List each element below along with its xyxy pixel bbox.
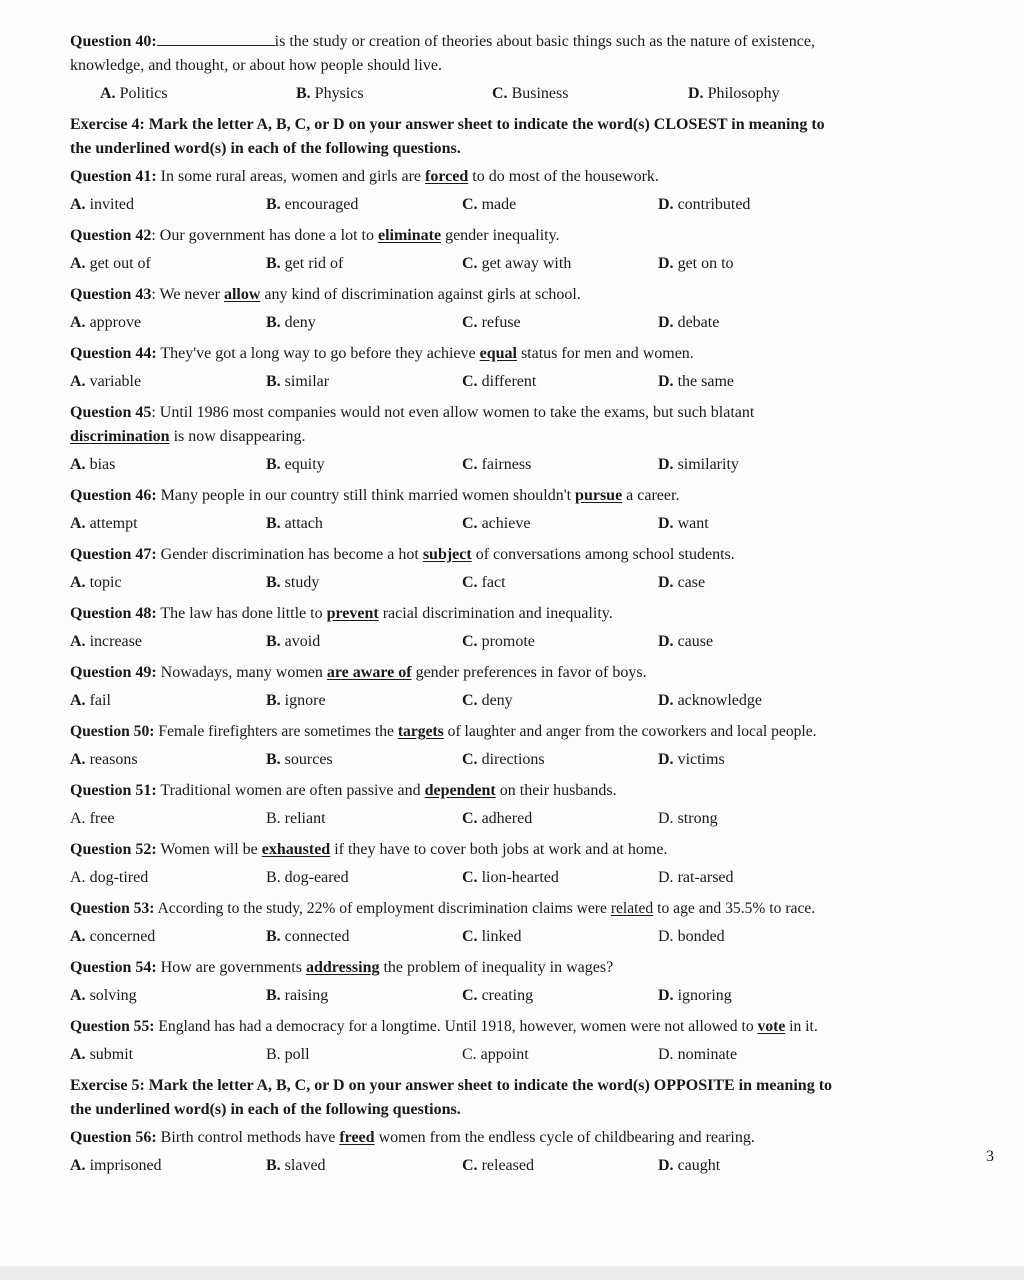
underlined-word: addressing	[305, 959, 380, 976]
option-b[interactable]: B. avoid	[266, 633, 321, 650]
option-c[interactable]: C. refuse	[462, 314, 521, 331]
option-c[interactable]: C. get away with	[462, 255, 572, 272]
option-d[interactable]: D. nominate	[658, 1046, 738, 1063]
option-d[interactable]: D. get on to	[658, 255, 734, 272]
option-a[interactable]: A. concerned	[70, 928, 156, 945]
exercise-4-heading: Exercise 4: Mark the letter A, B, C, or D on your answer sheet to indicate the word(s) CLOSEST in meaning to the underlined word(s) in each of the following questions.	[70, 116, 825, 157]
question-text-cont: knowledge, and thought, or about how people should live.	[70, 57, 442, 74]
option-b[interactable]: B. attach	[266, 515, 323, 532]
option-d[interactable]: D. want	[658, 515, 709, 532]
question-54: Question 54: How are governments addressing the problem of inequality in wages?	[70, 959, 614, 976]
option-c[interactable]: C. achieve	[462, 515, 531, 532]
option-a[interactable]: A. approve	[70, 314, 142, 331]
option-a[interactable]: A. solving	[70, 987, 137, 1004]
options-47	[70, 570, 982, 596]
option-c[interactable]: C. promote	[462, 633, 535, 650]
answer-blank	[157, 31, 275, 46]
question-56: Question 56: Birth control methods have freed women from the endless cycle of childbearing and rearing.	[70, 1129, 755, 1146]
options-42	[70, 251, 982, 277]
question-53: Question 53: According to the study, 22% of employment discrimination claims were related to age and 35.5% to race.	[70, 900, 816, 917]
option-b[interactable]: B. connected	[266, 928, 350, 945]
option-b[interactable]: B. deny	[266, 314, 316, 331]
page-number: 3	[986, 1148, 994, 1165]
options-51	[70, 806, 982, 832]
option-b[interactable]: B. get rid of	[266, 255, 344, 272]
option-a[interactable]: A. submit	[70, 1046, 134, 1063]
options-56	[70, 1153, 982, 1179]
option-a[interactable]: A. variable	[70, 373, 142, 390]
question-50: Question 50: Female firefighters are sometimes the targets of laughter and anger from the coworkers and local people.	[70, 723, 817, 740]
worksheet-content	[70, 30, 982, 1185]
underlined-word: dependent	[424, 782, 496, 799]
underlined-word: freed	[339, 1129, 375, 1146]
option-b[interactable]: B. raising	[266, 987, 329, 1004]
options-55	[70, 1042, 982, 1068]
question-43: Question 43: We never allow any kind of discrimination against girls at school.	[70, 286, 581, 303]
underlined-word: related	[610, 900, 654, 917]
option-d[interactable]: D. caught	[658, 1157, 721, 1174]
option-b[interactable]: B. ignore	[266, 692, 326, 709]
option-a[interactable]: A. topic	[70, 574, 122, 591]
options-53	[70, 924, 982, 950]
option-a[interactable]: A. imprisoned	[70, 1157, 162, 1174]
underlined-word: are aware of	[326, 664, 412, 681]
question-49: Question 49: Nowadays, many women are aware of gender preferences in favor of boys.	[70, 664, 647, 681]
option-b[interactable]: B. dog-eared	[266, 869, 349, 886]
options-54	[70, 983, 982, 1009]
option-d[interactable]: D. similarity	[658, 456, 739, 473]
question-45: Question 45: Until 1986 most companies would not even allow women to take the exams, but such blatant discrimination is now disappearing.	[70, 404, 755, 445]
options-40	[70, 81, 982, 107]
option-c[interactable]: C. deny	[462, 692, 513, 709]
option-a[interactable]: A. Politics	[100, 85, 168, 102]
question-51: Question 51: Traditional women are often passive and dependent on their husbands.	[70, 782, 617, 799]
question-41: Question 41: In some rural areas, women and girls are forced to do most of the housework.	[70, 168, 659, 185]
options-46	[70, 511, 982, 537]
option-d[interactable]: D. bonded	[658, 928, 725, 945]
option-c[interactable]: C. lion-hearted	[462, 869, 559, 886]
option-b[interactable]: B. encouraged	[266, 196, 359, 213]
option-c[interactable]: C. appoint	[462, 1046, 529, 1063]
options-44	[70, 369, 982, 395]
options-52	[70, 865, 982, 891]
option-d[interactable]: D. acknowledge	[658, 692, 762, 709]
underlined-word: pursue	[575, 487, 623, 504]
underlined-word: discrimination	[70, 428, 170, 445]
underlined-word: targets	[397, 723, 444, 740]
option-a[interactable]: A. invited	[70, 196, 134, 213]
question-47: Question 47: Gender discrimination has become a hot subject of conversations among school students.	[70, 546, 735, 563]
option-d[interactable]: D. debate	[658, 314, 720, 331]
option-a[interactable]: A. fail	[70, 692, 111, 709]
question-46: Question 46: Many people in our country still think married women shouldn't pursue a career.	[70, 487, 680, 504]
page-bottom-edge	[0, 1266, 1024, 1280]
option-c[interactable]: C. made	[462, 196, 517, 213]
option-b[interactable]: B. Physics	[296, 85, 364, 102]
option-d[interactable]: D. strong	[658, 810, 718, 827]
option-d[interactable]: D. contributed	[658, 196, 751, 213]
option-b[interactable]: B. equity	[266, 456, 325, 473]
options-50	[70, 747, 982, 773]
option-c[interactable]: C. fairness	[462, 456, 532, 473]
question-text: is the study or creation of theories about basic things such as the nature of existence,	[274, 33, 815, 50]
underlined-word: subject	[422, 546, 472, 563]
exercise-5-heading: Exercise 5: Mark the letter A, B, C, or D on your answer sheet to indicate the word(s) OPPOSITE in meaning to the underlined word(s) in each of the following questions.	[70, 1077, 833, 1118]
option-a[interactable]: A. free	[70, 810, 115, 827]
option-d[interactable]: D. the same	[658, 373, 734, 390]
option-d[interactable]: D. case	[658, 574, 706, 591]
underlined-word: allow	[223, 286, 261, 303]
option-c[interactable]: C. released	[462, 1157, 534, 1174]
options-48	[70, 629, 982, 655]
underlined-word: eliminate	[377, 227, 442, 244]
options-43	[70, 310, 982, 336]
option-b[interactable]: B. poll	[266, 1046, 310, 1063]
question-label: Question 40:	[70, 33, 157, 50]
options-45	[70, 452, 982, 478]
option-c[interactable]: C. directions	[462, 751, 545, 768]
option-a[interactable]: A. dog-tired	[70, 869, 149, 886]
option-d[interactable]: D. cause	[658, 633, 714, 650]
option-b[interactable]: B. reliant	[266, 810, 326, 827]
option-c[interactable]: C. adhered	[462, 810, 533, 827]
underlined-word: vote	[757, 1018, 786, 1035]
option-d[interactable]: D. ignoring	[658, 987, 732, 1004]
option-b[interactable]: B. study	[266, 574, 320, 591]
options-49	[70, 688, 982, 714]
option-d[interactable]: D. rat-arsed	[658, 869, 734, 886]
option-a[interactable]: A. increase	[70, 633, 142, 650]
option-b[interactable]: B. sources	[266, 751, 333, 768]
question-44: Question 44: They've got a long way to go before they achieve equal status for men and women.	[70, 345, 694, 362]
option-c[interactable]: C. different	[462, 373, 537, 390]
option-c[interactable]: C. fact	[462, 574, 506, 591]
options-41	[70, 192, 982, 218]
question-55: Question 55: England has had a democracy for a longtime. Until 1918, however, women were not allowed to vote in it.	[70, 1018, 818, 1035]
option-d[interactable]: D. Philosophy	[688, 85, 780, 102]
option-b[interactable]: B. slaved	[266, 1157, 326, 1174]
question-52: Question 52: Women will be exhausted if they have to cover both jobs at work and at home.	[70, 841, 668, 858]
question-40	[70, 30, 982, 78]
option-c[interactable]: C. Business	[492, 85, 569, 102]
question-48: Question 48: The law has done little to prevent racial discrimination and inequality.	[70, 605, 613, 622]
option-a[interactable]: A. get out of	[70, 255, 151, 272]
option-d[interactable]: D. victims	[658, 751, 725, 768]
option-c[interactable]: C. creating	[462, 987, 534, 1004]
underlined-word: forced	[425, 168, 469, 185]
underlined-word: prevent	[326, 605, 379, 622]
option-a[interactable]: A. bias	[70, 456, 116, 473]
underlined-word: equal	[479, 345, 517, 362]
option-b[interactable]: B. similar	[266, 373, 330, 390]
option-a[interactable]: A. reasons	[70, 751, 138, 768]
option-a[interactable]: A. attempt	[70, 515, 138, 532]
underlined-word: exhausted	[261, 841, 331, 858]
question-42: Question 42: Our government has done a lot to eliminate gender inequality.	[70, 227, 560, 244]
option-c[interactable]: C. linked	[462, 928, 522, 945]
